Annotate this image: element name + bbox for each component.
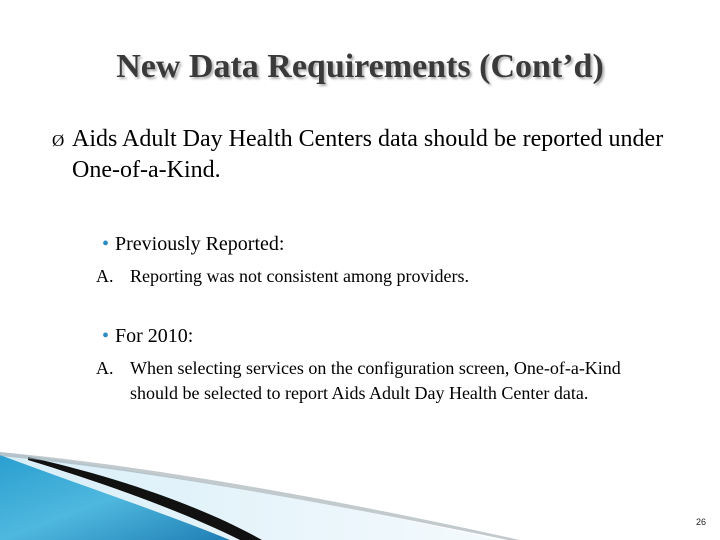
section-previously-reported — [102, 232, 284, 256]
section-heading: For 2010: — [115, 325, 194, 347]
bullet-dot-icon: • — [102, 325, 110, 347]
main-bullet-text: Aids Adult Day Health Centers data should be reported under One-of-a-Kind. — [72, 126, 664, 183]
item-text: Reporting was not consistent among providers. — [130, 266, 469, 286]
section-heading: Previously Reported: — [115, 233, 285, 255]
section-for-2010 — [102, 324, 193, 348]
item-text: When selecting services on the configuration screen, One-of-a-Kind should be selected to report Aids Adult Day Health Center data. — [130, 358, 621, 403]
item-number: A. — [96, 358, 114, 378]
bullet-dot-icon: • — [102, 233, 110, 255]
arrow-bullet-icon: Ø — [52, 131, 65, 150]
slide-title: New Data Requirements (Cont’d) — [116, 48, 604, 85]
page-number: 26 — [695, 517, 706, 527]
item-number: A. — [96, 266, 114, 286]
